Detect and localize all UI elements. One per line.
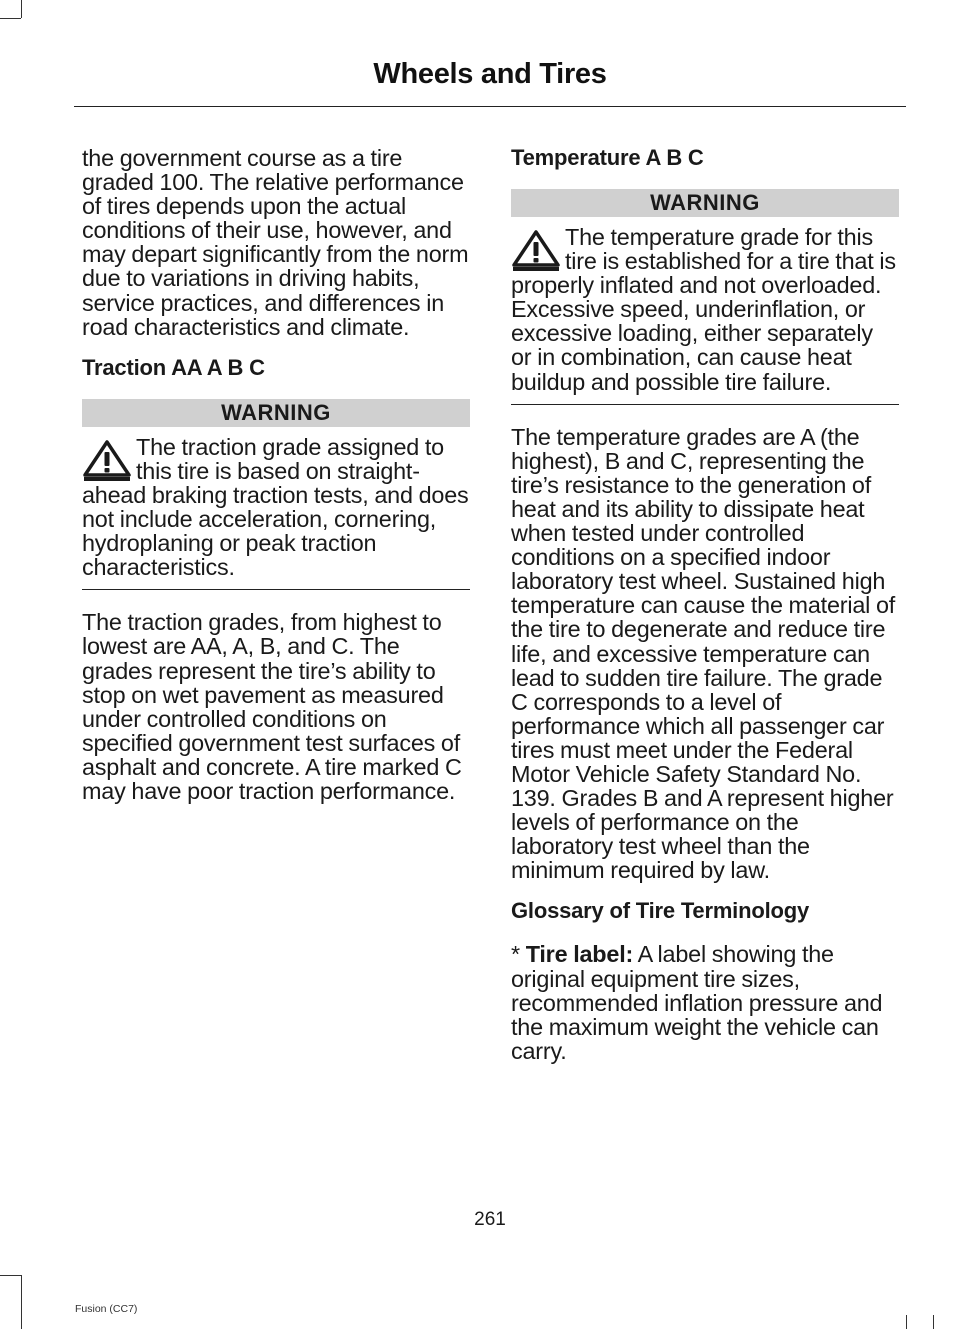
crop-mark: [933, 1315, 934, 1329]
traction-paragraph: The traction grades, from highest to lowest are AA, A, B, and C. The grades represent the tire’s ability to stop on wet pavement as measured under controlled conditions on specified government test surfaces of asphalt and concrete. A tire marked C may have poor traction performance.: [82, 609, 462, 804]
crop-mark: [0, 18, 21, 19]
warning-header: WARNING: [511, 189, 899, 217]
warning-divider: [511, 404, 899, 405]
left-column: [82, 146, 470, 820]
temperature-heading: Temperature A B C: [511, 145, 704, 170]
traction-heading: Traction AA A B C: [82, 354, 265, 380]
warning-triangle-icon: [511, 229, 561, 273]
title-divider: [74, 106, 906, 107]
glossary-entry: [511, 942, 899, 1062]
footer-model: Fusion (CC7): [75, 1303, 138, 1315]
crop-mark: [0, 1275, 21, 1276]
glossary-heading: Glossary of Tire Terminology: [511, 898, 809, 924]
crop-mark: [21, 0, 22, 18]
glossary-term: Tire label:: [525, 941, 634, 968]
warning-triangle-icon: [82, 439, 132, 483]
crop-mark: [906, 1315, 907, 1329]
page-title: Wheels and Tires: [373, 58, 607, 90]
warning-text: The traction grade assigned to this tire is based on straight-ahead braking traction tests, and does not include acceleration, cornering, hydroplaning or peak traction characteristics.: [82, 433, 469, 581]
warning-header: WARNING: [82, 399, 470, 427]
intro-paragraph: the government course as a tire graded 100. The relative performance of tires depends upon the actual conditions of their use, however, and may depart significantly from the norm due to variations in driving habits, service practices, and differences in road characteristics and climate.: [82, 145, 469, 340]
warning-text: The temperature grade for this tire is established for a tire that is properly inflated and not overloaded. Excessive speed, underinflation, or excessive loading, either separately or in combination, can cause heat buildup and possible tire failure.: [511, 224, 896, 395]
temperature-paragraph: The temperature grades are A (the highest), B and C, representing the tire’s resistance to the generation of heat and its ability to dissipate heat when tested under controlled conditions on a specified indoor laboratory test wheel. Sustained high temperature can cause the material of the tire to degenerate and reduce tire life, and excessive temperature can lead to sudden tire failure. The grade C corresponds to a level of performance which all passenger car tires must meet under the Federal Motor Vehicle Safety Standard No. 139. Grades B and A represent higher levels of performance on the laboratory test wheel than the minimum required by law.: [511, 423, 896, 884]
glossary-bullet: *: [511, 941, 520, 968]
right-column: [511, 146, 899, 1080]
warning-box: [82, 435, 470, 580]
glossary-definition: A label showing the original equipment tire sizes, recommended inflation pressure and the maximum weight the vehicle can carry.: [511, 941, 883, 1064]
warning-divider: [82, 589, 470, 590]
crop-mark: [21, 1275, 22, 1329]
page-number: 261: [474, 1209, 506, 1230]
warning-box: [511, 225, 899, 394]
